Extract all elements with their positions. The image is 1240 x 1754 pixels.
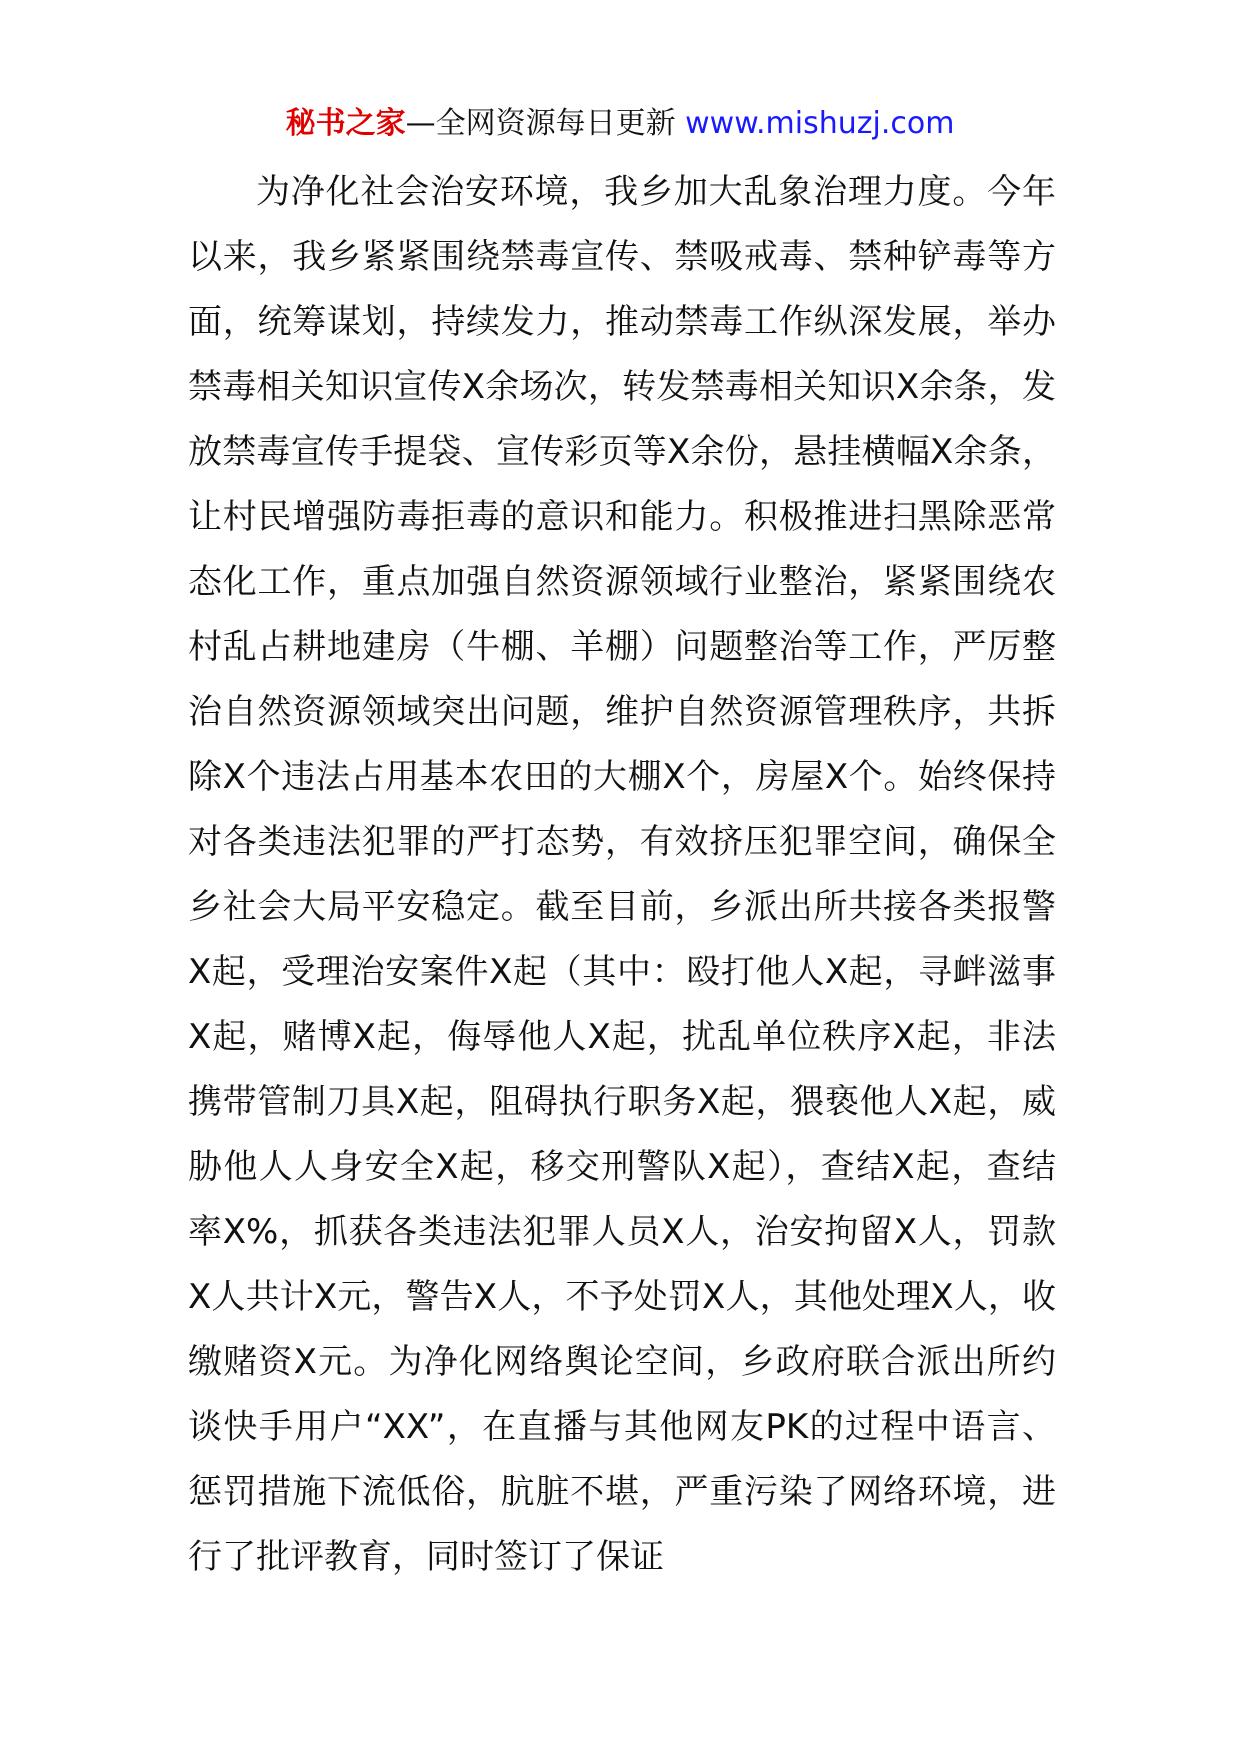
header-url-link[interactable]: www.mishuzj.com [685,106,955,141]
header-slogan: —全网资源每日更新 [405,106,686,141]
header-brand: 秘书之家 [285,106,406,141]
body-paragraph: 为净化社会治安环境，我乡加大乱象治理力度。今年以来，我乡紧紧围绕禁毒宣传、禁吸戒毒、禁种铲毒等方面，统筹谋划，持续发力，推动禁毒工作纵深发展，举办禁毒相关知识宣传X余场次，转发禁毒相关知识X余条，发放禁毒宣传手提袋、宣传彩页等X余份，悬挂横幅X余条，让村民增强防毒拒毒的意识和能力。积极推进扫黑除恶常态化工作，重点加强自然资源领域行业整治，紧紧围绕农村乱占耕地建房（牛棚、羊棚）问题整治等工作，严厉整治自然资源领域突出问题，维护自然资源管理秩序，共拆除X个违法占用基本农田的大棚X个，房屋X个。始终保持对各类违法犯罪的严打态势，有效挤压犯罪空间，确保全乡社会大局平安稳定。截至目前，乡派出所共接各类报警X起，受理治安案件X起（其中：殴打他人X起，寻衅滋事X起，赌博X起，侮辱他人X起，扰乱单位秩序X起，非法携带管制刀具X起，阻碍执行职务X起，猥亵他人X起，威胁他人人身安全X起，移交刑警队X起），查结X起，查结率X%，抓获各类违法犯罪人员X人，治安拘留X人，罚款X人共计X元，警告X人，不予处罚X人，其他处理X人，收缴赌资X元。为净化网络舆论空间，乡政府联合派出所约谈快手用户“XX”，在直播与其他网友PK的过程中语言、惩罚措施下流低俗，肮脏不堪，严重污染了网络环境，进行了批评教育，同时签订了保证 [188,172,1056,1577]
page-header [0,100,1240,148]
